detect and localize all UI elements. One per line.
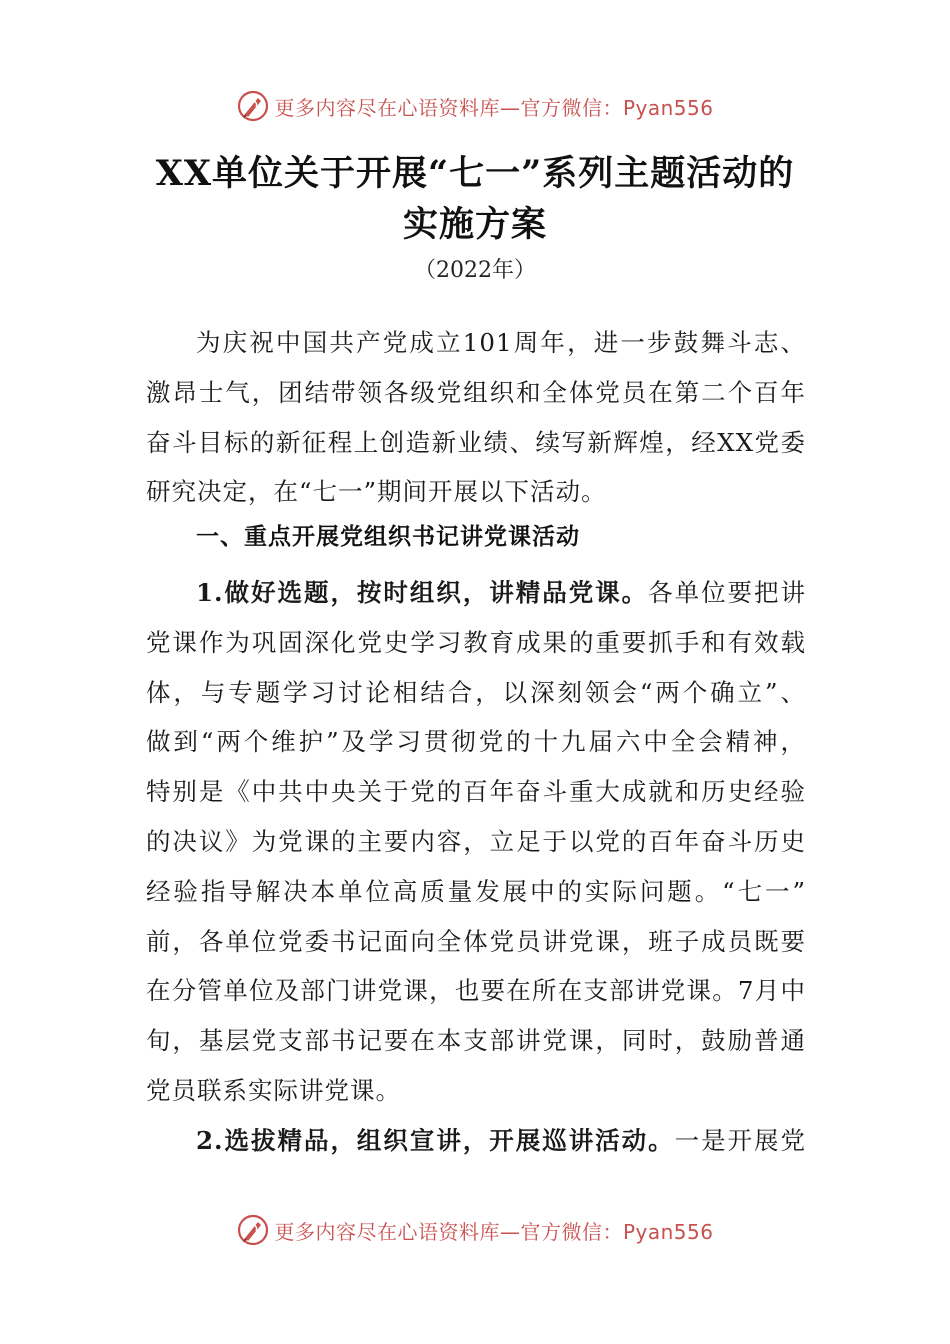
text-line: 党课作为巩固深化党史学习教育成果的重要抓手和有效载 bbox=[146, 627, 806, 657]
text-line: 做到“两个维护”及学习贯彻党的十九届六中全会精神， bbox=[146, 727, 806, 757]
pen-logo-icon bbox=[236, 89, 270, 123]
section-heading: 一、重点开展党组织书记讲党课活动 bbox=[196, 524, 580, 550]
text-line: 在分管单位及部门讲党课，也要在所在支部讲党课。7月中 bbox=[146, 976, 806, 1006]
item1-first-rest: 各单位要把讲 bbox=[648, 578, 807, 607]
text-line: 旬，基层党支部书记要在本支部讲党课，同时，鼓励普通 bbox=[146, 1026, 806, 1056]
text-line: 研究决定，在“七一”期间开展以下活动。 bbox=[146, 477, 607, 507]
watermark-text: 更多内容尽在心语资料库—官方微信：Pyan556 bbox=[274, 95, 714, 120]
text-line: 为庆祝中国共产党成立101周年，进一步鼓舞斗志、 bbox=[196, 328, 806, 357]
document-title-line1: XX单位关于开展“七一”系列主题活动的 bbox=[155, 153, 795, 194]
item2-first-rest: 一是开展党 bbox=[674, 1126, 807, 1155]
document-title-line2: 实施方案 bbox=[402, 204, 547, 245]
text-line bbox=[146, 1116, 806, 1166]
item1-lead: 1.做好选题，按时组织，讲精品党课。 bbox=[196, 578, 649, 607]
intro-paragraph bbox=[146, 318, 806, 517]
text-line: 特别是《中共中央关于党的百年奋斗重大成就和历史经验 bbox=[146, 777, 806, 807]
watermark-banner-top bbox=[0, 86, 950, 126]
text-line: 经验指导解决本单位高质量发展中的实际问题。“七一” bbox=[146, 876, 806, 906]
watermark-text: 更多内容尽在心语资料库—官方微信：Pyan556 bbox=[274, 1219, 714, 1244]
watermark-banner-bottom bbox=[0, 1210, 950, 1250]
text-line: 激昂士气，团结带领各级党组织和全体党员在第二个百年 bbox=[146, 377, 806, 407]
text-line: 体，与专题学习讨论相结合，以深刻领会“两个确立”、 bbox=[146, 677, 806, 707]
pen-logo-icon bbox=[236, 1213, 270, 1247]
document-year: （2022年） bbox=[414, 258, 536, 283]
text-line bbox=[146, 568, 806, 618]
item2-paragraph bbox=[146, 1116, 806, 1166]
text-line: 党员联系实际讲党课。 bbox=[146, 1075, 401, 1105]
item2-lead: 2.选拔精品，组织宣讲，开展巡讲活动。 bbox=[196, 1126, 675, 1155]
text-line: 奋斗目标的新征程上创造新业绩、续写新辉煌，经XX党委 bbox=[146, 427, 806, 457]
text-line: 的决议》为党课的主要内容，立足于以党的百年奋斗历史 bbox=[146, 826, 806, 856]
item1-paragraph bbox=[146, 568, 806, 1116]
text-line: 前，各单位党委书记面向全体党员讲党课，班子成员既要 bbox=[146, 926, 806, 956]
